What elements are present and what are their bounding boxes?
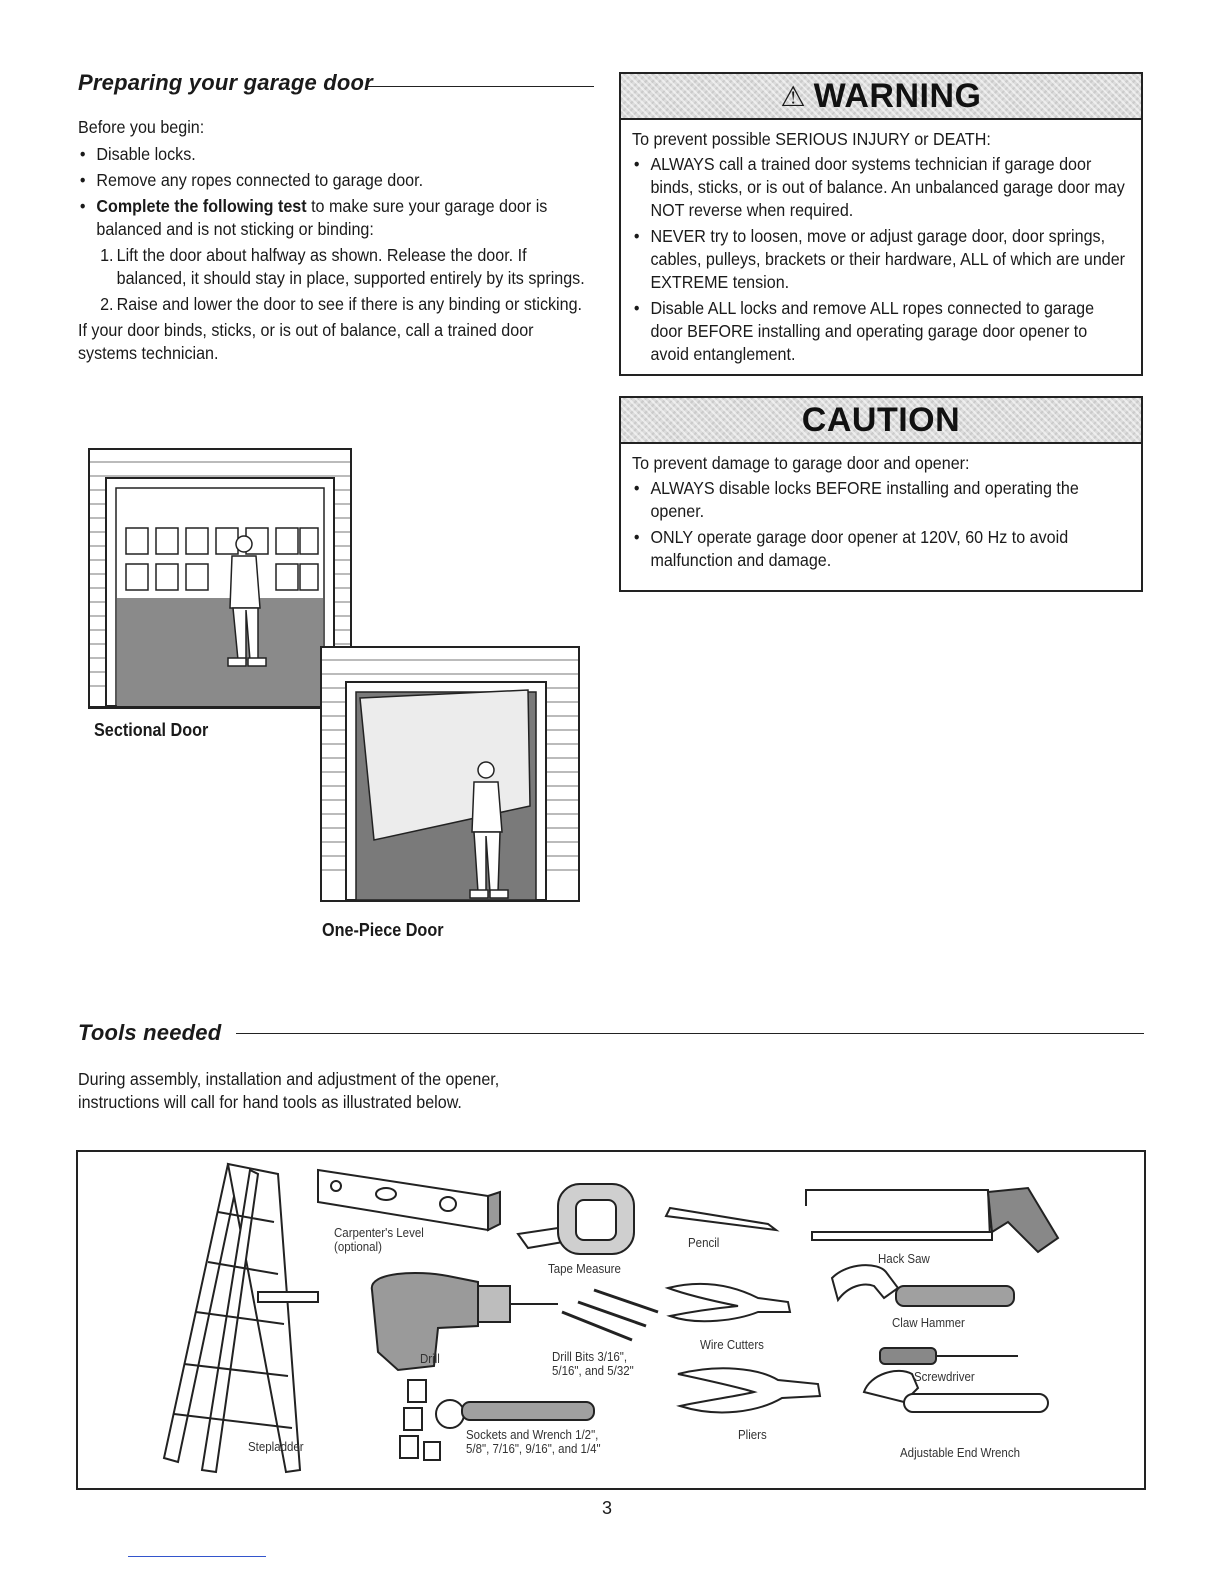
- bullet-remove-ropes: • Remove any ropes connected to garage door.: [78, 169, 593, 192]
- caution-box: [619, 396, 1143, 592]
- one-piece-door-illustration: [320, 646, 582, 904]
- tools-intro: During assembly, installation and adjustment of the opener, instructions will call for hand tools as illustrated below.: [78, 1069, 500, 1112]
- label-sockets-1: Sockets and Wrench 1/2",: [466, 1428, 599, 1442]
- tools-illustration: [78, 1152, 1144, 1488]
- caution-intro: To prevent damage to garage door and opener:: [632, 453, 970, 473]
- tools-title-rule: [236, 1033, 1144, 1034]
- caution-bullets: [632, 477, 1129, 572]
- label-level: Carpenter's Level: [334, 1226, 424, 1240]
- drill-icon: [372, 1273, 558, 1370]
- tape-measure-icon: [518, 1184, 634, 1254]
- footer-link-line: [128, 1556, 266, 1557]
- label-claw-hammer: Claw Hammer: [892, 1316, 965, 1330]
- label-drill-bits-1: Drill Bits 3/16",: [552, 1350, 628, 1364]
- label-drill: Drill: [420, 1352, 440, 1366]
- label-sockets-2: 5/8", 7/16", 9/16", and 1/4": [466, 1442, 601, 1456]
- screwdriver-icon: [880, 1348, 1018, 1364]
- label-wire-cutters: Wire Cutters: [700, 1338, 764, 1352]
- warning-box: [619, 72, 1143, 376]
- label-drill-bits-2: 5/16", and 5/32": [552, 1364, 634, 1378]
- warning-bullet-3: • Disable ALL locks and remove ALL ropes connected to garage door BEFORE installing and operating garage door opener to avoid entanglement.: [632, 297, 1129, 366]
- caution-bullet-1: • ALWAYS disable locks BEFORE installing and operating the opener.: [632, 477, 1129, 523]
- warning-triangle-icon: ⚠: [780, 80, 806, 112]
- preparing-bullets: [78, 143, 593, 241]
- sectional-door-illustration: [88, 448, 354, 710]
- caution-body: [621, 444, 1140, 581]
- drill-bits-icon: [562, 1290, 658, 1340]
- test-rest-text: to make sure your garage door is balanced and is not sticking or binding:: [96, 196, 548, 239]
- hacksaw-icon: [806, 1188, 1058, 1252]
- warning-bullets: [632, 153, 1129, 366]
- warning-body: [621, 120, 1140, 375]
- wire-cutters-icon: [668, 1284, 790, 1321]
- intro-text: Before you begin:: [78, 117, 205, 137]
- step-2: 2. Raise and lower the door to see if there is any binding or sticking.: [100, 294, 583, 314]
- section-title-tools: Tools needed: [78, 1020, 222, 1045]
- warning-bullet-1: • ALWAYS call a trained door systems technician if garage door binds, sticks, or is out of balance. An unbalanced garage door may NOT reverse when required.: [632, 153, 1129, 222]
- page-number: 3: [602, 1498, 613, 1518]
- preparing-body: [78, 116, 593, 365]
- warning-intro: To prevent possible SERIOUS INJURY or DEATH:: [632, 129, 991, 149]
- label-stepladder: Stepladder: [248, 1440, 304, 1454]
- caption-one-piece-door: One-Piece Door: [322, 920, 444, 940]
- claw-hammer-icon: [832, 1265, 1014, 1306]
- title-rule: [366, 86, 594, 87]
- label-adjustable-wrench: Adjustable End Wrench: [900, 1446, 1020, 1460]
- caution-bullet-2: • ONLY operate garage door opener at 120V, 60 Hz to avoid malfunction and damage.: [632, 526, 1129, 572]
- pencil-icon: [666, 1208, 776, 1230]
- tools-panel: [76, 1150, 1146, 1490]
- test-steps: [78, 244, 593, 316]
- warning-header: [621, 74, 1141, 120]
- caption-sectional-door: Sectional Door: [94, 720, 209, 740]
- section-title-preparing: Preparing your garage door: [78, 70, 373, 95]
- bullet-complete-test: [78, 195, 593, 241]
- pliers-icon: [678, 1368, 820, 1412]
- warning-label: WARNING: [813, 76, 982, 115]
- label-pencil: Pencil: [688, 1236, 720, 1250]
- caution-header: [621, 398, 1141, 444]
- stepladder-icon: [164, 1164, 318, 1472]
- outro-text: If your door binds, sticks, or is out of balance, call a trained door systems technician.: [78, 320, 534, 363]
- warning-bullet-2: • NEVER try to loosen, move or adjust garage door, door springs, cables, pulleys, brackets or their hardware, ALL of which are under EXTREME tension.: [632, 225, 1129, 294]
- label-level-optional: (optional): [334, 1240, 382, 1254]
- step-1: 1. Lift the door about halfway as shown. Release the door. If balanced, it should stay in place, supported entirely by its springs.: [100, 245, 585, 288]
- label-screwdriver: Screwdriver: [914, 1370, 975, 1384]
- caution-label: CAUTION: [801, 400, 961, 439]
- bullet-disable-locks: • Disable locks.: [78, 143, 593, 166]
- level-icon: [318, 1170, 500, 1230]
- test-bold-text: Complete the following test: [96, 196, 307, 216]
- label-pliers: Pliers: [738, 1428, 767, 1442]
- sectional-leader-line: [88, 708, 320, 709]
- label-tape-measure: Tape Measure: [548, 1262, 621, 1276]
- label-hacksaw: Hack Saw: [878, 1252, 930, 1266]
